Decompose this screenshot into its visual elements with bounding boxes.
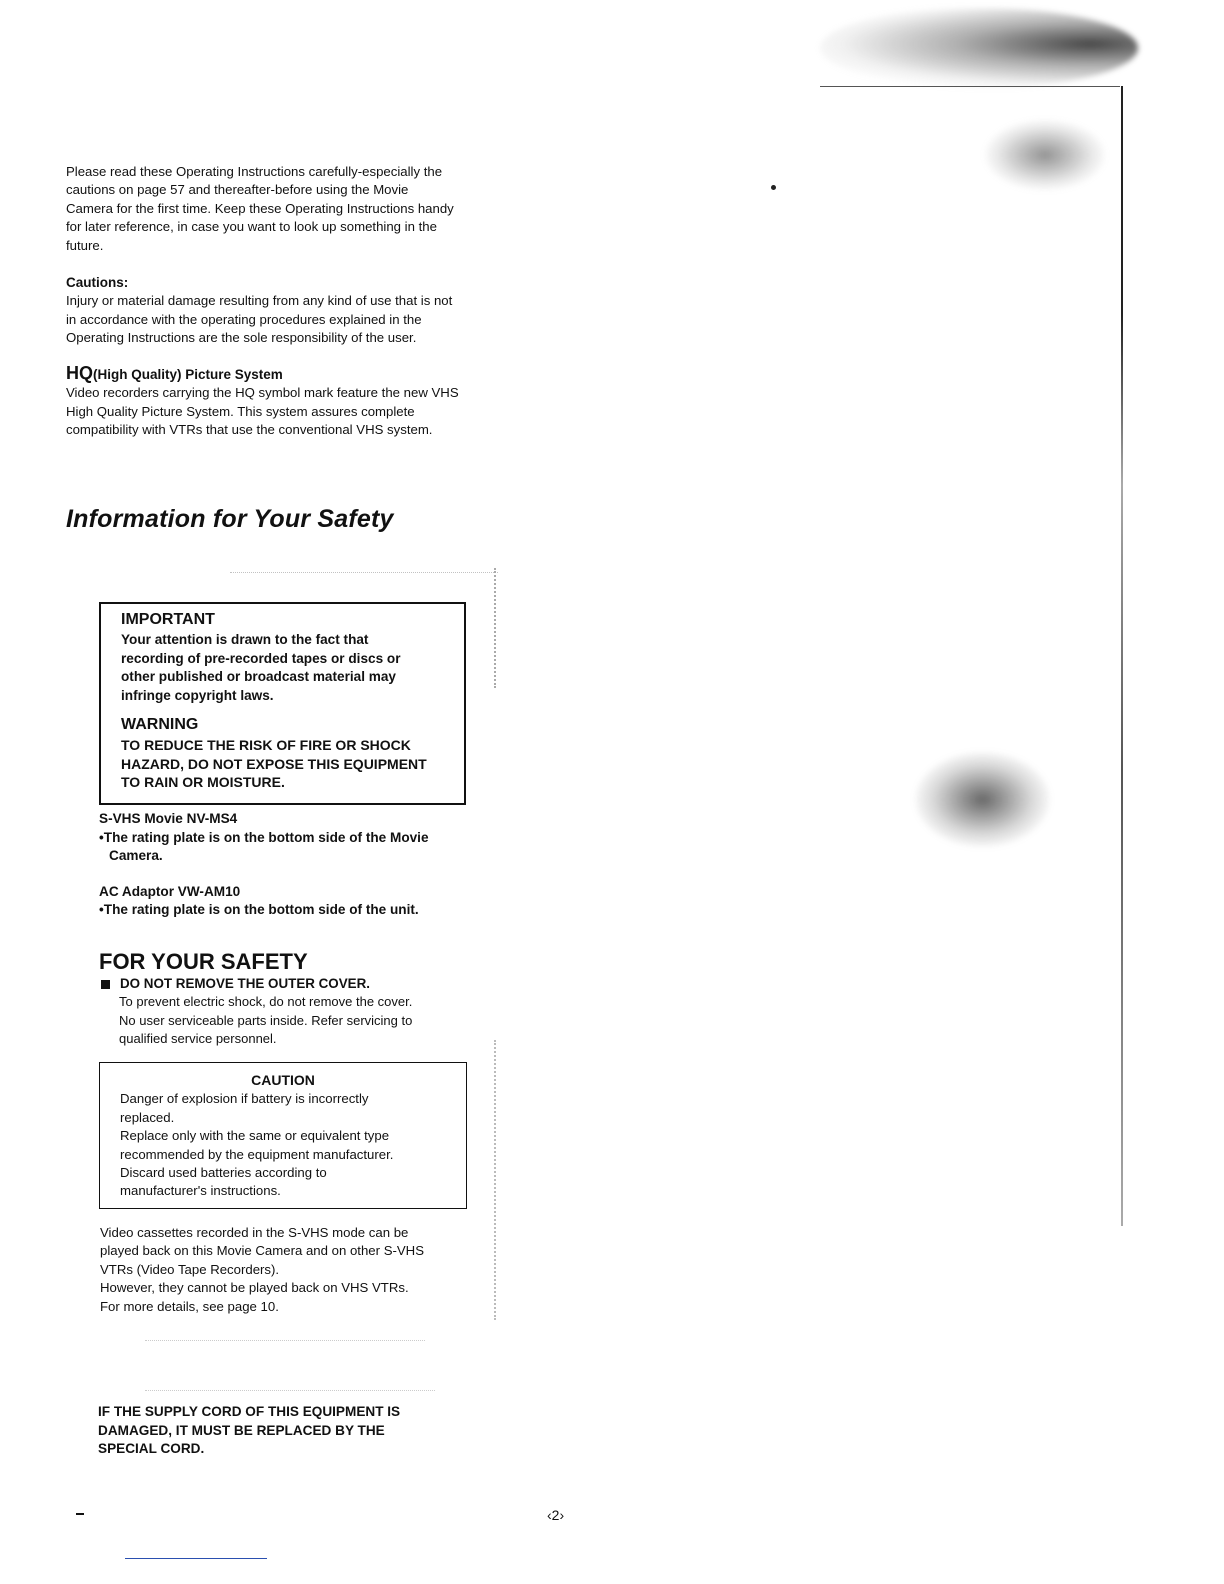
intro-line: future. [66,237,104,253]
adaptor-model: AC Adaptor VW-AM10 [99,883,241,899]
hq-line: compatibility with VTRs that use the conventional VHS system. [66,422,433,438]
scan-edge-line [1121,86,1123,1226]
hq-line: High Quality Picture System. This system assures complete [66,403,415,419]
caution-box [99,1062,467,1209]
cautions-section [66,274,506,348]
square-bullet-icon [101,980,110,989]
supply-cord-line: SPECIAL CORD. [98,1441,205,1457]
scan-edge-line [820,86,1120,87]
supply-cord-line: IF THE SUPPLY CORD OF THIS EQUIPMENT IS [98,1404,401,1419]
hq-section [66,364,516,440]
video-cassettes-line: VTRs (Video Tape Recorders). [100,1261,280,1277]
supply-cord-notice [98,1403,458,1459]
adaptor-rating-note: •The rating plate is on the bottom side of the unit. [99,902,419,918]
camera-rating-note: •The rating plate is on the bottom side of the Movie [99,829,429,845]
margin-dash [76,1513,84,1515]
warning-heading: WARNING [121,716,199,734]
warning-line: TO REDUCE THE RISK OF FIRE OR SHOCK [121,737,411,754]
scan-noise [230,572,498,573]
important-line: Your attention is drawn to the fact that [121,632,369,648]
intro-line: Please read these Operating Instructions carefully-especially the [66,164,443,179]
scan-noise [145,1390,435,1391]
model-info [99,810,499,920]
important-line: other published or broadcast material may [121,669,396,685]
supply-cord-line: DAMAGED, IT MUST BE REPLACED BY THE [98,1422,385,1438]
important-line: recording of pre-recorded tapes or discs or [121,650,401,666]
outer-cover-item [99,975,499,1049]
hq-mark: HQ [66,363,93,383]
cautions-line: Operating Instructions are the sole responsibility of the user. [66,330,417,346]
page-number: ‹2› [547,1507,565,1523]
scan-smudge [915,752,1050,847]
video-cassettes-line: played back on this Movie Camera and on other S-VHS [100,1243,424,1259]
scan-smudge [985,120,1105,190]
video-cassettes-line: For more details, see page 10. [100,1298,279,1314]
intro-line: Camera for the first time. Keep these Operating Instructions handy [66,200,454,216]
outer-cover-line: To prevent electric shock, do not remove the cover. [119,994,413,1010]
video-cassettes-line: Video cassettes recorded in the S-VHS mode can be [100,1225,409,1240]
important-line: infringe copyright laws. [121,687,274,703]
scan-smudge [820,8,1138,88]
cautions-line: in accordance with the operating procedures explained in the [66,311,422,327]
hq-line: Video recorders carrying the HQ symbol mark feature the new VHS [66,385,459,401]
caution-line: Discard used batteries according to [120,1165,327,1181]
for-your-safety-title: FOR YOUR SAFETY [99,949,308,974]
scan-speck [771,185,776,190]
scan-noise [494,568,502,688]
caution-line: Danger of explosion if battery is incorrectly [120,1091,369,1107]
caution-line: Replace only with the same or equivalent type [120,1128,390,1144]
warning-line: TO RAIN OR MOISTURE. [121,774,285,791]
outer-cover-heading-text: DO NOT REMOVE THE OUTER COVER. [120,976,370,991]
intro-paragraph [66,163,506,255]
important-warning-box [99,602,466,805]
warning-line: HAZARD, DO NOT EXPOSE THIS EQUIPMENT [121,755,427,772]
video-cassettes-note [100,1224,480,1316]
outer-cover-line: No user serviceable parts inside. Refer servicing to [119,1012,413,1028]
intro-line: cautions on page 57 and thereafter-before using the Movie [66,182,409,198]
hq-heading [66,364,516,384]
intro-line: for later reference, in case you want to look up something in the [66,219,437,235]
cautions-line: Injury or material damage resulting from any kind of use that is not [66,293,453,309]
outer-cover-heading [99,975,499,993]
caution-heading: CAUTION [251,1072,315,1088]
video-cassettes-line: However, they cannot be played back on VHS VTRs. [100,1280,409,1296]
caution-line: manufacturer's instructions. [120,1183,281,1199]
caution-line: recommended by the equipment manufacturer. [120,1146,394,1162]
cautions-heading: Cautions: [66,275,129,290]
underline-rule [125,1558,267,1559]
section-title: Information for Your Safety [66,505,394,533]
outer-cover-line: qualified service personnel. [119,1031,277,1047]
camera-model: S-VHS Movie NV-MS4 [99,811,238,826]
important-heading: IMPORTANT [121,611,215,628]
scan-noise [145,1340,425,1341]
camera-rating-note-cont: Camera. [109,848,163,864]
hq-heading-text: (High Quality) Picture System [93,367,283,382]
scan-noise [494,1040,502,1320]
caution-line: replaced. [120,1109,175,1125]
outer-cover-body [99,993,499,1048]
